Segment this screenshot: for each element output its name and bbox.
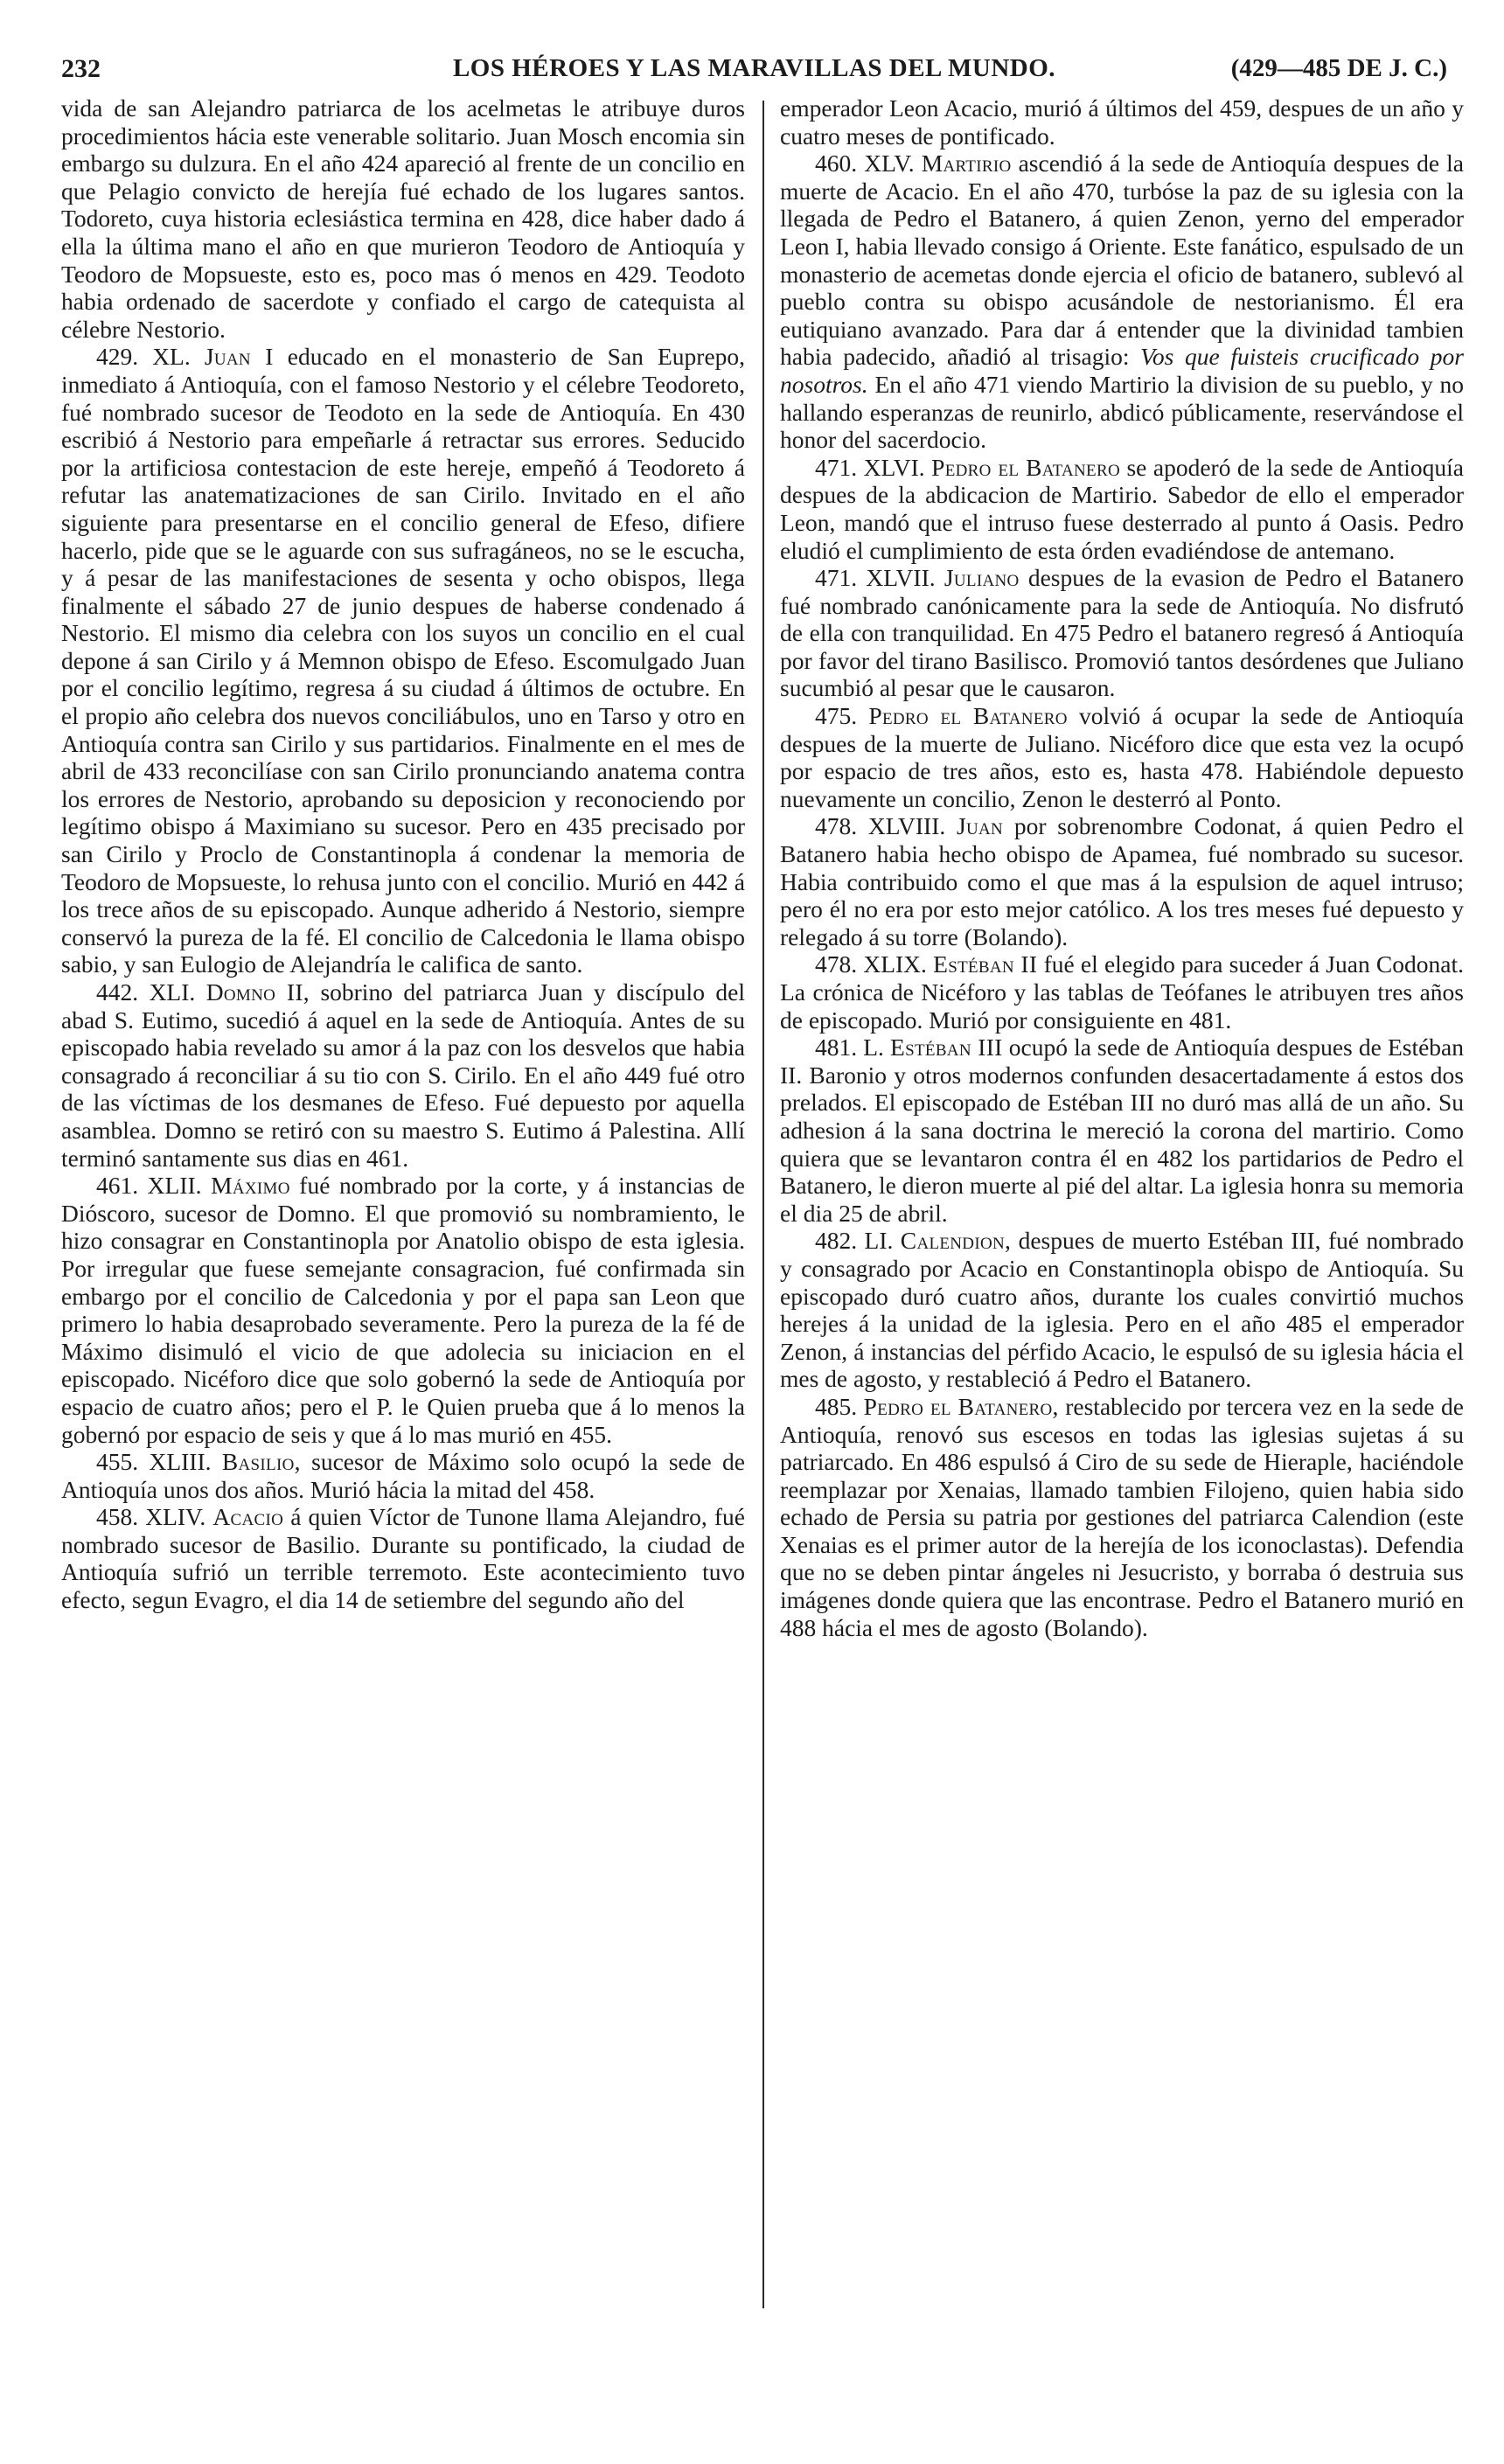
- entry-text: ocupó la sede de Antioquía despues de Estéban II. Baronio y otros modernos confunden desacertadamente á estos dos prelados. El episcopado de Estéban III no duró mas allá de un año. Su adhesion á la sana doctrina le mereció la corona del martirio. Como quiera que se levantaron contra él en 482 los partidarios de Pedro el Batanero, le dieron muerte al pié del altar. La iglesia honra su memoria el dia 25 de abril.: [780, 1034, 1465, 1227]
- running-title: LOS HÉROES Y LAS MARAVILLAS DEL MUNDO.: [452, 54, 1056, 82]
- entry-text: emperador Leon Acacio, murió á últimos del 459, despues de un año y cuatro meses de pontificado.: [780, 94, 1464, 150]
- entry-paragraph: [780, 94, 1464, 150]
- entry-name: Acacio: [212, 1503, 284, 1531]
- entry-paragraph: [780, 454, 1464, 564]
- entry-text-continued: En el año 471 viendo Martirio la division de su pueblo, y no hallando esperanzas de reunirlo, abdicó públicamente, reservándose el honor del sacerdocio.: [780, 370, 1464, 454]
- entry-name: Pedro el Batanero,: [863, 1392, 1059, 1420]
- entry-text: despues de muerto Estéban III, fué nombrado y consagrado por Acacio en Constantinopla obispo de Antioquía. Su episcopado duró cuatro años, durante los cuales convirtió muchos herejes á la unidad de la iglesia. Pero en el año 485 el emperador Zenon, á instancias del pérfido Acacio, le espulsó de su iglesia hácia el mes de agosto, y restableció á Pedro el Batanero.: [780, 1227, 1465, 1393]
- entry-text: á quien Víctor de Tunone llama Alejandro, fué nombrado sucesor de Basilio. Durante su pontificado, la ciudad de Antioquía sufrió un terrible terremoto. Este acontecimiento tuvo efecto, segun Evagro, el dia 14 de setiembre del segundo año del: [61, 1503, 746, 1614]
- entry-number: 478. XLIX.: [815, 950, 927, 978]
- column-divider: [762, 101, 764, 2308]
- entry-text: restablecido por tercera vez en la sede de Antioquía, renovó sus escesos en todas las iglesias sujetas á su patriarcado. En 486 espulsó á Ciro de su sede de Hieraple, haciéndole reemplazar por Xenaias, llamado tambien Filojeno, quien habia sido echado de Persia su patria por gestiones del patriarca Calendion (este Xenaias es el primer autor de la herejía de los iconoclastas). Defendia que no se deben pintar ángeles ni Jesucristo, y borraba ó destruia sus imágenes donde quiera que las encontrase. Pedro el Batanero murió en 488 hácia el mes de agosto (Bolando).: [780, 1392, 1464, 1641]
- entry-paragraph: [61, 978, 745, 1172]
- entry-paragraph: [61, 1448, 745, 1503]
- entry-text: fué el elegido para suceder á Juan Codonat. La crónica de Nicéforo y las tablas de Teófanes le atribuyen tres años de episcopado. Murió por consiguiente en 481.: [780, 950, 1464, 1034]
- entry-name: Domno II,: [205, 978, 310, 1006]
- entry-text: fué nombrado por la corte, y á instancias de Dióscoro, sucesor de Domno. El que promovió su nombramiento, le hizo consagrar en Constantinopla por Anatolio obispo de esta iglesia. Por irregular que fuese semejante consagracion, fué confirmada sin embargo por el concilio de Calcedonia y por el papa san Leon que primero lo habia desaprobado severamente. Pero la pureza de la fé de Máximo disimuló el vicio de que adolecia su iniciacion en el episcopado. Nicéforo dice que solo gobernó la sede de Antioquía por espacio de cuatro años; pero el P. le Quien prueba que á lo menos la gobernó por espacio de seis y que á lo mas murió en 455.: [61, 1172, 746, 1448]
- entry-paragraph: [61, 1503, 745, 1613]
- page-header: [61, 51, 1447, 89]
- page-number: 232: [61, 54, 101, 83]
- entry-paragraph: [780, 564, 1464, 702]
- entry-number: 471. XLVII.: [815, 564, 936, 592]
- entry-text: sucesor de Máximo solo ocupó la sede de Antioquía unos dos años. Murió hácia la mitad del 458.: [61, 1448, 746, 1503]
- entry-paragraph: [61, 343, 745, 978]
- entry-paragraph: [780, 950, 1464, 1034]
- entry-text: se apoderó de la sede de Antioquía despues de la abdicacion de Martirio. Sabedor de ello el emperador Leon, mandó que el intruso fuese desterrado al punto á Oasis. Pedro eludió el cumplimiento de esta órden evadiéndose de antemano.: [780, 453, 1465, 564]
- entry-number: 442. XLI.: [96, 978, 196, 1006]
- entry-name: Pedro el Batanero: [931, 453, 1120, 481]
- entry-number: 455. XLIII.: [96, 1448, 212, 1476]
- entry-number: 475.: [815, 702, 858, 730]
- entry-paragraph: [780, 150, 1464, 454]
- entry-name: Máximo: [211, 1172, 290, 1200]
- entry-name: Juan I: [204, 343, 274, 371]
- entry-text: despues de la evasion de Pedro el Batanero fué nombrado canónicamente para la sede de Antioquía. No disfrutó de ella con tranquilidad. En 475 Pedro el batanero regresó á Antioquía por favor del tirano Basilisco. Promovió tantos desórdenes que Juliano sucumbió al pesar que le causaron.: [780, 564, 1464, 702]
- entry-name: Basilio,: [221, 1448, 301, 1476]
- entry-number: 482. LI.: [815, 1227, 894, 1255]
- entry-paragraph: [780, 812, 1464, 950]
- entry-text: educado en el monasterio de San Euprepo, inmediato á Antioquía, con el famoso Nestorio y el célebre Teodoreto, fué nombrado sucesor de Teodoto en la sede de Antioquía. En 430 escribió á Nestorio para empeñarle á retractar sus errores. Seducido por la artificiosa contestacion de este hereje, empeñó á Teodoreto á refutar las anatematizaciones de san Cirilo. Invitado en el año siguiente para presentarse en el concilio general de Efeso, difiere hacerlo, pide que se le aguarde con sus sufragáneos, no se le escucha, y á pesar de las manifestaciones de sesenta y ocho obispos, llega finalmente el sábado 27 de junio despues de haberse condenado á Nestorio. El mismo dia celebra con los suyos un concilio en el cual depone á san Cirilo y á Memnon obispo de Efeso. Escomulgado Juan por el concilio legítimo, regresa á su ciudad á últimos de octubre. En el propio año celebra dos nuevos conciliábulos, uno en Tarso y otro en Antioquía contra san Cirilo y sus partidarios. Finalmente en el mes de abril de 433 reconcilíase con san Cirilo pronunciando anatema contra los errores de Nestorio, aprobando su deposicion y reconociendo por legítimo obispo á Maximiano su sucesor. Pero en 435 precisado por san Cirilo y Proclo de Constantinopla á condenar la memoria de Teodoro de Mopsueste, lo rehusa junto con el concilio. Murió en 442 á los trece años de su episcopado. Aunque adherido á Nestorio, siempre conservó la pureza de la fé. El concilio de Calcedonia le llama obispo sabio, y san Eulogio de Alejandría le califica de santo.: [61, 343, 746, 978]
- entry-paragraph: [780, 702, 1464, 812]
- entry-text: por sobrenombre Codonat, á quien Pedro el Batanero habia hecho obispo de Apamea, fué nombrado su sucesor. Habia contribuido como el que mas á la espulsion de aquel intruso; pero él no era por esto mejor católico. A los tres meses fué depuesto y relegado á su torre (Bolando).: [780, 812, 1465, 950]
- entry-name: Juliano: [943, 564, 1020, 592]
- entry-number: 460. XLV.: [815, 150, 915, 177]
- entry-number: 478. XLVIII.: [815, 812, 946, 840]
- entry-name: Pedro el Batanero: [868, 702, 1068, 730]
- entry-number: 429. XL.: [96, 343, 191, 371]
- entry-name: Estéban III: [890, 1034, 1003, 1061]
- entry-text: volvió á ocupar la sede de Antioquía despues de la muerte de Juliano. Nicéforo dice que esta vez la ocupó por espacio de tres años, esto es, hasta 478. Habiéndole depuesto nuevamente un concilio, Zenon le desterró al Ponto.: [780, 702, 1465, 812]
- entry-text: sobrino del patriarca Juan y discípulo del abad S. Eutimo, sucedió á aquel en la sede de Antioquía. Antes de su episcopado habia revelado su amor á la paz con los desvelos que habia consagrado á reconciliar á su tio con S. Cirilo. En el año 449 fué otro de las víctimas de los desmanes de Efeso. Fué depuesto por aquella asamblea. Domno se retiró con su maestro S. Eutimo á Palestina. Allí terminó santamente sus dias en 461.: [61, 978, 745, 1172]
- entry-number: 458. XLIV.: [96, 1503, 206, 1531]
- entry-text: vida de san Alejandro patriarca de los acelmetas le atribuye duros procedimientos hácia este venerable solitario. Juan Mosch encomia sin embargo su dulzura. En el año 424 apareció al frente de un concilio en que Pelagio convicto de herejía fué echado de los lugares santos. Todoreto, cuya historia eclesiástica termina en 428, dice haber dado á ella la última mano el año en que murieron Teodoro de Antioquía y Teodoro de Mopsueste, esto es, poco mas ó menos en 429. Teodoto habia ordenado de sacerdote y confiado el cargo de catequista al célebre Nestorio.: [61, 94, 745, 343]
- entry-name: Estéban II: [933, 950, 1038, 978]
- entry-paragraph: [780, 1393, 1464, 1641]
- entry-name: Calendion,: [900, 1227, 1012, 1255]
- entry-paragraph: [780, 1034, 1464, 1227]
- entry-name: Juan: [957, 812, 1004, 840]
- date-range: (429—485 DE J. C.): [1230, 54, 1447, 82]
- entry-number: 481. L.: [815, 1034, 884, 1061]
- left-column: [61, 94, 745, 1614]
- entry-paragraph: [61, 94, 745, 343]
- entry-text: ascendió á la sede de Antioquía despues de la muerte de Acacio. En el año 470, turbóse la paz de su iglesia con la llegada de Pedro el Batanero, á quien Zenon, yerno del emperador Leon I, habia llevado consigo á Oriente. Este fanático, espulsado de un monasterio de acemetas donde ejercia el oficio de batanero, sublevó al pueblo contra su obispo acusándole de nestorianismo. Él era eutiquiano avanzado. Para dar á entender que la divinidad tambien habia padecido, añadió al trisagio:: [780, 150, 1465, 371]
- entry-number: 461. XLII.: [96, 1172, 202, 1200]
- entry-number: 471. XLVI.: [815, 453, 925, 481]
- entry-number: 485.: [815, 1392, 858, 1420]
- right-column: [780, 94, 1464, 1641]
- entry-paragraph: [61, 1172, 745, 1448]
- entry-paragraph: [780, 1227, 1464, 1393]
- entry-italic: Vos que fuisteis crucificado por nosotros.: [780, 343, 1464, 398]
- entry-name: Martirio: [921, 150, 1012, 177]
